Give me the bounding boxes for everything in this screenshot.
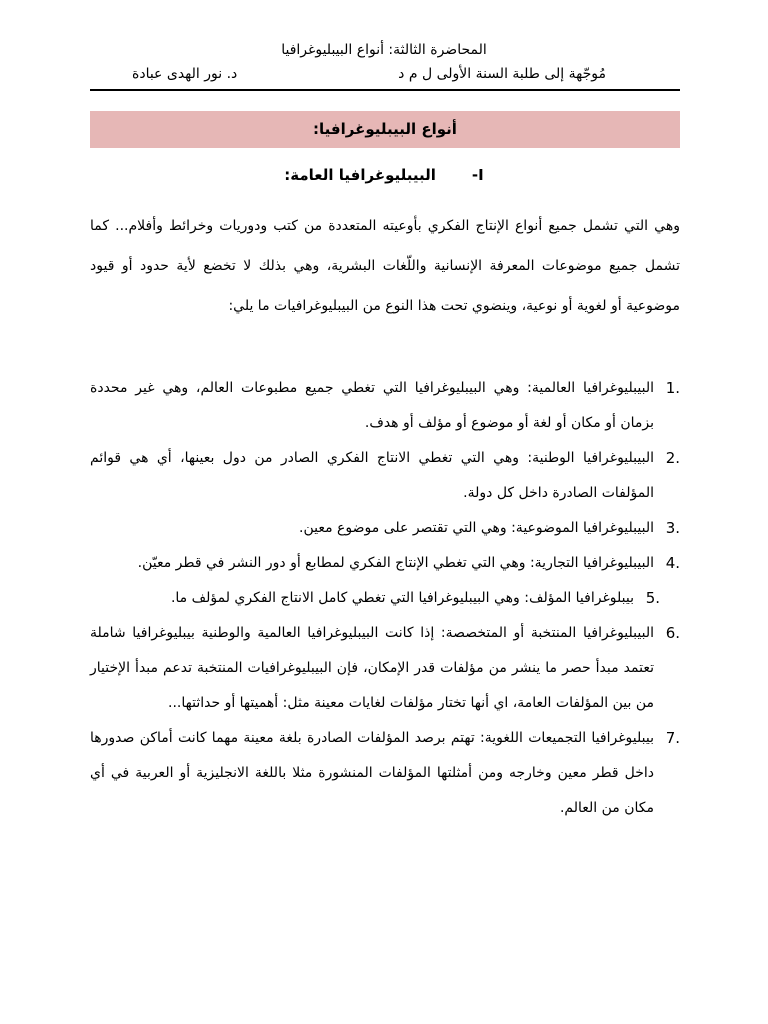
subsection-heading bbox=[0, 164, 768, 186]
list-item bbox=[90, 581, 680, 616]
list-item-number: 3. bbox=[665, 519, 680, 537]
author-name: د. نور الهدى عبادة bbox=[132, 66, 238, 82]
intro-paragraph: وهي التي تشمل جميع أنواع الإنتاج الفكري بأوعيته المتعددة من كتب ودوريات وخرائط وأفلام... كما تشمل جميع موضوعات المعرفة الإنسانية واللّغات البشرية، وهي بذلك لا تخضع لأية حدود أو قيود موضوعية أو لغوية أو نوعية، وينضوي تحت هذا النوع من البيبليوغرافيات ما يلي: bbox=[90, 218, 680, 314]
list-item bbox=[90, 616, 680, 721]
list-item bbox=[90, 371, 680, 441]
subsection-title: البيبليوغرافيا العامة: bbox=[284, 166, 436, 184]
target-audience: مُوجّهة إلى طلبة السنة الأولى ل م د bbox=[398, 66, 606, 82]
list-item-number: 7. bbox=[665, 729, 680, 747]
list-item bbox=[90, 721, 680, 826]
list-item-number: 6. bbox=[665, 624, 680, 642]
list-item-text: البيبليوغرافيا الموضوعية: وهي التي تقتصر على موضوع معين. bbox=[299, 520, 654, 536]
subsection-number: I- bbox=[471, 166, 484, 184]
list-item bbox=[90, 546, 680, 581]
list-item-text: البيبليوغرافيا التجارية: وهي التي تغطي الإنتاج الفكري لمطابع أو دور النشر في قطر معيّن. bbox=[137, 555, 654, 571]
list-item-number: 4. bbox=[665, 554, 680, 572]
list-item bbox=[90, 441, 680, 511]
list-item-number: 1. bbox=[665, 379, 680, 397]
lecture-title: المحاضرة الثالثة: أنواع البيبليوغرافيا bbox=[281, 42, 487, 58]
list-item-text: البيبليوغرافيا العالمية: وهي البيبليوغرافيا التي تغطي جميع مطبوعات العالم، وهي غير محددة بزمان أو مكان أو لغة أو موضوع أو مؤلف أو هدف. bbox=[90, 380, 654, 431]
list-item bbox=[90, 511, 680, 546]
list-item-text: البيبليوغرافيا المنتخبة أو المتخصصة: إذا كانت البيبليوغرافيا العالمية والوطنية بيبليوغرافيا شاملة تعتمد مبدأ حصر ما ينشر من مؤلفات قدر الإمكان، فإن البيبليوغرافيات المنتخبة تدعم مبدأ الإختيار من بين المؤلفات العامة، اي أنها تختار مؤلفات لغايات معينة مثل: أهميتها أو حداثتها... bbox=[90, 625, 654, 711]
list-item-text: بيبليوغرافيا التجميعات اللغوية: تهتم برصد المؤلفات الصادرة بلغة معينة مهما كانت أماكن صدورها داخل قطر معين وخارجه ومن أمثلتها المؤلفات المنشورة مثلا باللغة الانجليزية أو العربية في أي مكان من العالم. bbox=[90, 730, 654, 816]
list-item-number: 5. bbox=[645, 589, 660, 607]
list-item-text: البيبليوغرافيا الوطنية: وهي التي تغطي الانتاج الفكري الصادر من دول بعينها، أي هي قوائم المؤلفات الصادرة داخل كل دولة. bbox=[90, 450, 654, 501]
header-subline bbox=[90, 64, 680, 86]
list-item-text: بيبلوغرافيا المؤلف: وهي البيبليوغرافيا التي تغطي كامل الانتاج الفكري لمؤلف ما. bbox=[170, 590, 634, 606]
header-divider bbox=[90, 89, 680, 91]
bibliography-types-list bbox=[90, 371, 680, 826]
section-heading: أنواع البيبليوغرافيا: bbox=[90, 111, 680, 148]
list-item-number: 2. bbox=[665, 449, 680, 467]
